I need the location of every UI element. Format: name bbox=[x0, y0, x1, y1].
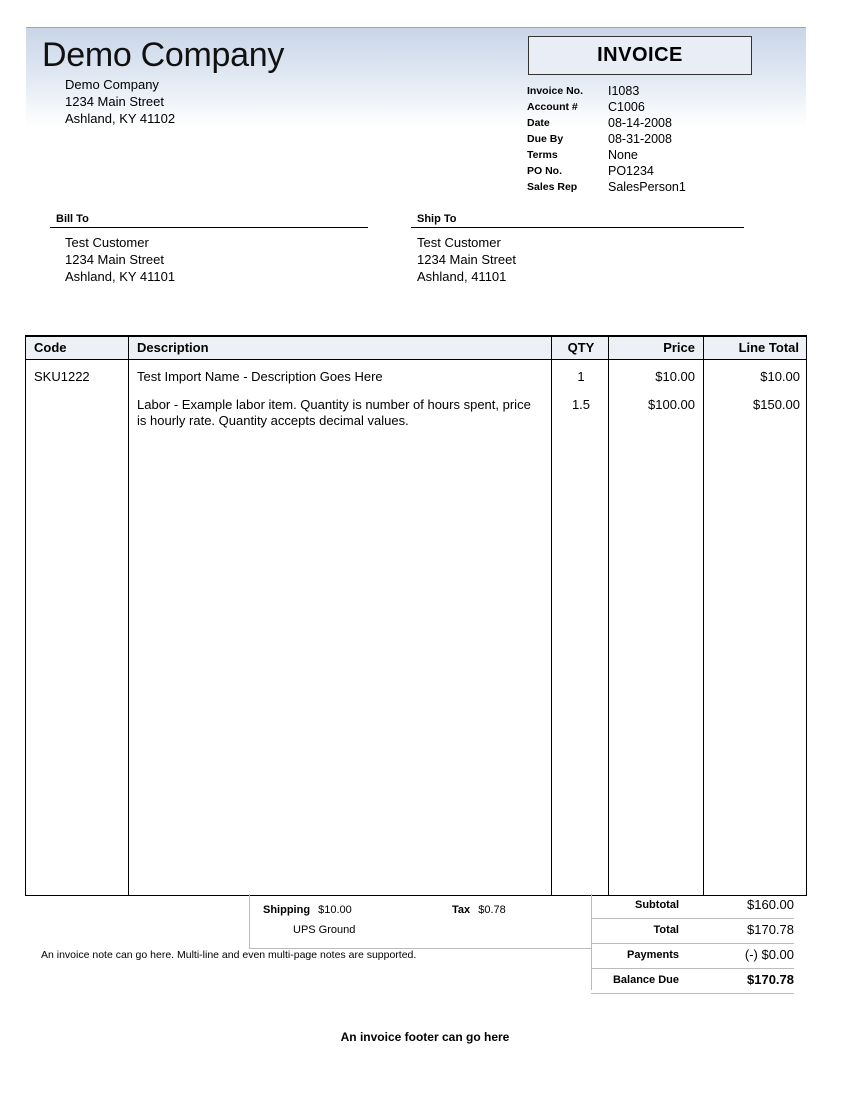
totals-value: $170.78 bbox=[747, 922, 794, 937]
meta-terms bbox=[527, 147, 686, 163]
column-divider bbox=[703, 337, 704, 895]
totals-value: (-) $0.00 bbox=[744, 947, 794, 962]
ship-to-line: Test Customer bbox=[417, 235, 501, 250]
meta-sales-rep bbox=[527, 179, 686, 195]
meta-value: 08-31-2008 bbox=[608, 132, 672, 146]
header-qty: QTY bbox=[567, 340, 595, 355]
tax-value: $0.78 bbox=[478, 904, 506, 916]
totals-row-balance-due bbox=[591, 969, 794, 994]
header-code: Code bbox=[34, 340, 67, 355]
shipping-value: $10.00 bbox=[318, 904, 352, 916]
cell-price: $100.00 bbox=[648, 397, 695, 412]
meta-label: Date bbox=[527, 117, 550, 129]
totals-label: Payments bbox=[627, 949, 679, 961]
ship-to-address bbox=[411, 228, 744, 285]
totals-value: $170.78 bbox=[747, 972, 794, 987]
company-name: Demo Company bbox=[42, 36, 285, 74]
cell-price: $10.00 bbox=[655, 369, 695, 384]
meta-value: SalesPerson1 bbox=[608, 180, 686, 194]
ship-to-heading bbox=[411, 213, 744, 228]
cell-description: Test Import Name - Description Goes Here bbox=[137, 369, 383, 384]
meta-date bbox=[527, 115, 686, 131]
meta-value: PO1234 bbox=[608, 164, 654, 178]
totals-value: $160.00 bbox=[747, 897, 794, 912]
meta-value: I1083 bbox=[608, 84, 640, 98]
meta-value: C1006 bbox=[608, 100, 645, 114]
meta-value: 08-14-2008 bbox=[608, 116, 672, 130]
meta-label: Due By bbox=[527, 133, 564, 145]
meta-label: Account # bbox=[527, 101, 578, 113]
invoice-note: An invoice note can go here. Multi-line and even multi-page notes are supported. bbox=[41, 949, 417, 961]
cell-description: Labor - Example labor item. Quantity is number of hours spent, price is hourly rate. Quantity accepts decimal values. bbox=[137, 397, 531, 428]
cell-code: SKU1222 bbox=[34, 369, 90, 384]
company-address bbox=[65, 76, 175, 127]
bill-to-line: Test Customer bbox=[65, 235, 149, 250]
ship-to-section bbox=[411, 213, 744, 285]
invoice-footer: An invoice footer can go here bbox=[340, 1030, 510, 1044]
ship-to-line: Ashland, 41101 bbox=[417, 269, 507, 284]
ship-to-heading-text: Ship To bbox=[417, 213, 457, 225]
meta-label: Terms bbox=[527, 149, 558, 161]
bill-to-heading bbox=[50, 213, 368, 228]
cell-qty: 1.5 bbox=[571, 397, 591, 412]
invoice-meta bbox=[527, 83, 686, 195]
shipping-tax-box bbox=[249, 894, 592, 949]
bill-to-address bbox=[50, 228, 368, 285]
cell-line-total: $150.00 bbox=[753, 397, 800, 412]
meta-label: Sales Rep bbox=[527, 181, 578, 193]
company-address-line: 1234 Main Street bbox=[65, 94, 165, 109]
totals-row-subtotal bbox=[591, 894, 794, 919]
invoice-title: INVOICE bbox=[528, 36, 752, 75]
company-address-line: Ashland, KY 41102 bbox=[65, 111, 176, 126]
bill-to-line: 1234 Main Street bbox=[65, 252, 165, 267]
ship-to-line: 1234 Main Street bbox=[417, 252, 517, 267]
cell-line-total: $10.00 bbox=[760, 369, 800, 384]
shipping-method: UPS Ground bbox=[293, 924, 356, 936]
totals-label: Balance Due bbox=[612, 974, 679, 986]
totals-label: Subtotal bbox=[635, 899, 679, 911]
meta-label: Invoice No. bbox=[527, 85, 584, 97]
column-divider bbox=[128, 337, 129, 895]
totals-row-payments bbox=[591, 944, 794, 969]
meta-invoice-no bbox=[527, 83, 686, 99]
meta-due-by bbox=[527, 131, 686, 147]
bill-to-heading-text: Bill To bbox=[56, 213, 89, 225]
header-price: Price bbox=[663, 340, 695, 355]
header-description: Description bbox=[137, 340, 209, 355]
bill-to-line: Ashland, KY 41101 bbox=[65, 269, 176, 284]
meta-value: None bbox=[608, 148, 638, 162]
column-divider bbox=[551, 337, 552, 895]
bill-to-section bbox=[50, 213, 368, 285]
company-address-line: Demo Company bbox=[65, 77, 159, 92]
meta-account bbox=[527, 99, 686, 115]
tax-row bbox=[452, 904, 506, 916]
meta-po-no bbox=[527, 163, 686, 179]
cell-qty: 1 bbox=[577, 369, 585, 384]
shipping-row bbox=[263, 904, 352, 916]
totals-row-total bbox=[591, 919, 794, 944]
totals-section bbox=[591, 894, 794, 994]
table-header bbox=[26, 337, 806, 360]
shipping-label: Shipping bbox=[263, 904, 311, 916]
tax-label: Tax bbox=[452, 904, 471, 916]
meta-label: PO No. bbox=[527, 165, 563, 177]
header-line-total: Line Total bbox=[738, 340, 799, 355]
line-items-table bbox=[25, 335, 807, 896]
totals-label: Total bbox=[653, 924, 679, 936]
column-divider bbox=[608, 337, 609, 895]
